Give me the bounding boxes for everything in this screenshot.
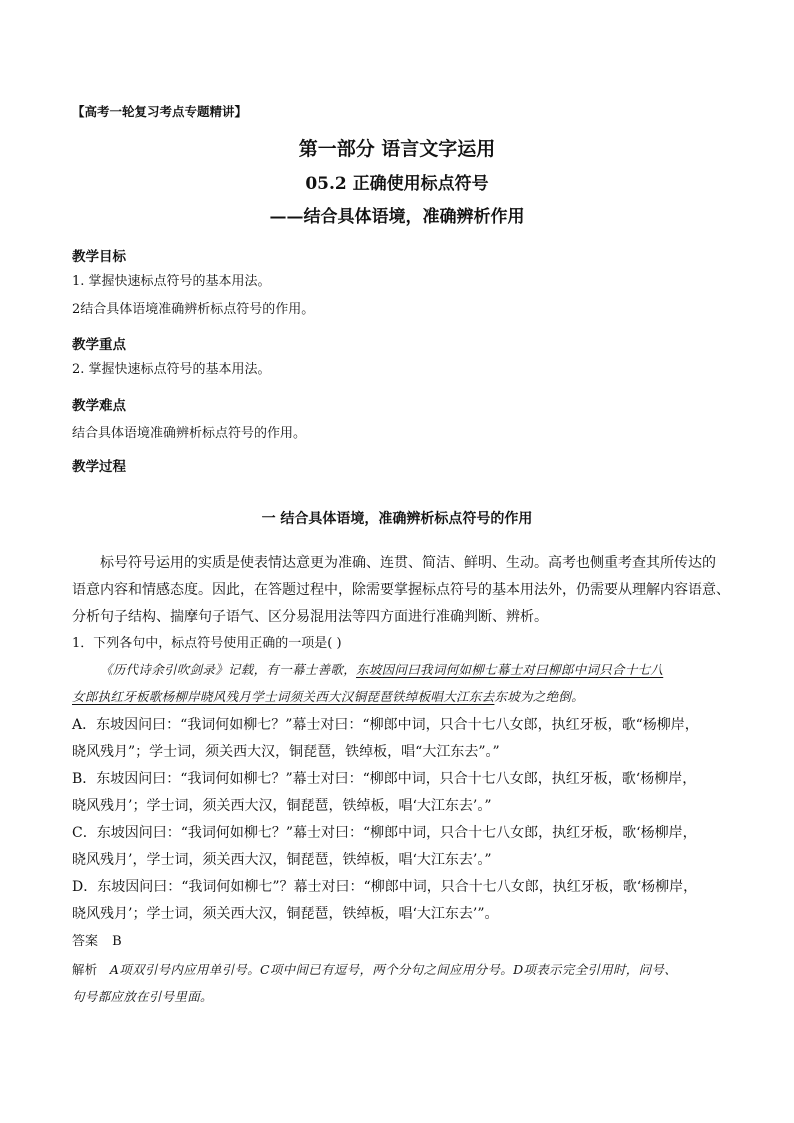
analysis-line — [72, 961, 677, 979]
objective-item: 2结合具体语境准确辨析标点符号的作用。 — [72, 302, 315, 317]
option-d-line2: 晓风残月’；学士词，须关西大汉，铜琵琶，铁绰板，唱‘大江东去’”。 — [72, 906, 499, 922]
answer-line — [72, 933, 122, 951]
answer-label: 答案 — [72, 934, 99, 949]
option-b-line1: B．东坡因问曰：“我词何如柳七？”幕士对曰：“柳郎中词，只合十七八女郎，执红牙板，歌‘杨柳岸， — [72, 771, 697, 787]
key-points-heading: 教学重点 — [72, 337, 126, 353]
passage-line — [100, 661, 663, 679]
passage-text: 《历代诗余引吹剑录》记载，有一幕士善歌， — [100, 662, 357, 677]
section-title: 一 结合具体语境，准确辨析标点符号的作用 — [261, 511, 533, 527]
answer-value: B — [112, 934, 122, 949]
analysis-label: 解析 — [72, 962, 98, 977]
objectives-heading: 教学目标 — [72, 249, 126, 265]
intro-paragraph-line: 分析句子结构、揣摩句子语气、区分易混用法等四方面进行准确判断、辨析。 — [72, 609, 548, 625]
option-b-line2: 晓风残月’；学士词，须关西大汉，铜琵琶，铁绰板，唱‘大江东去’。” — [72, 798, 492, 814]
option-c-line1: C．东坡因问曰：“我词何如柳七？”幕士对曰：“柳郎中词，只合十七八女郎，执红牙板，歌‘杨柳岸， — [72, 825, 697, 841]
difficulties-heading: 教学难点 — [72, 398, 126, 414]
intro-paragraph-line: 语意内容和情感态度。因此，在答题过程中，除需要掌握标点符号的基本用法外，仍需要从理解内容语意、 — [72, 582, 730, 598]
analysis-line: 句号都应放在引号里面。 — [72, 989, 213, 1004]
passage-underlined-text: 东坡因问曰我词何如柳七幕士对曰柳郎中词只合十七八 — [356, 662, 664, 677]
part-title: 第一部分 语言文字运用 — [298, 138, 496, 160]
series-tag: 【高考一轮复习考点专题精讲】 — [72, 104, 248, 119]
lesson-title: 05.2 正确使用标点符号 — [305, 174, 489, 194]
passage-line — [72, 688, 584, 706]
difficulty-item: 结合具体语境准确辨析标点符号的作用。 — [72, 426, 307, 441]
passage-text: 东坡为之绝倒。 — [494, 689, 585, 704]
intro-paragraph-line: 标号符号运用的实质是使表情达意更为准确、连贯、简洁、鲜明、生动。高考也侧重考查其所传达的 — [100, 555, 716, 571]
analysis-text: A项双引号内应用单引号。C项中间已有逗号，两个分句之间应用分号。D项表示完全引用时，问号、 — [109, 962, 678, 977]
key-point-item: 2. 掌握快速标点符号的基本用法。 — [72, 362, 271, 377]
option-d-line1: D．东坡因问曰：“我词何如柳七”？幕士对曰：“柳郎中词，只合十七八女郎，执红牙板，歌‘杨柳岸， — [72, 879, 698, 895]
question-stem: 1．下列各句中，标点符号使用正确的一项是( ) — [72, 636, 342, 651]
option-a-line1: A．东坡因问曰：“我词何如柳七？”幕士对曰：“柳郎中词，只合十七八女郎，执红牙板，歌“杨柳岸， — [72, 717, 699, 733]
objective-item: 1. 掌握快速标点符号的基本用法。 — [72, 274, 271, 289]
option-a-line2: 晓风残月”；学士词，须关西大汉，铜琵琶，铁绰板，唱“大江东去”。” — [72, 744, 500, 760]
lesson-subtitle: ——结合具体语境，准确辨析作用 — [269, 207, 525, 227]
passage-underlined-text: 女郎执红牙板歌杨柳岸晓风残月学士词须关西大汉铜琵琶铁绰板唱大江东去 — [72, 689, 495, 704]
process-heading: 教学过程 — [72, 459, 126, 475]
option-c-line2: 晓风残月’，学士词，须关西大汉，铜琵琶，铁绰板，唱‘大江东去’。” — [72, 852, 492, 868]
